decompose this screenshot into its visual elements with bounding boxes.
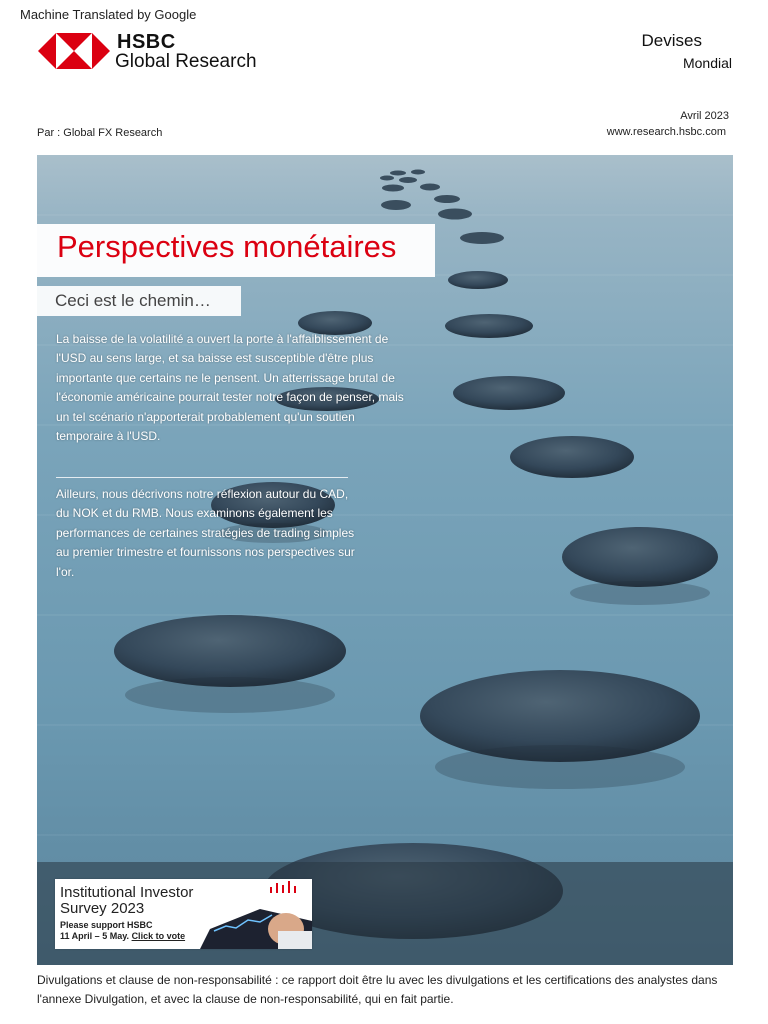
machine-translation-note: Machine Translated by Google <box>20 7 197 22</box>
report-category: Devises <box>641 31 702 50</box>
survey-title-line1: Institutional Investor <box>60 884 194 901</box>
survey-dates: 11 April – 5 May. <box>60 931 130 941</box>
survey-title-line2: Survey 2023 <box>60 900 145 917</box>
byline: Par : Global FX Research <box>37 127 163 139</box>
survey-support-text: Please support HSBC <box>60 920 153 930</box>
trading-chart-illustration <box>200 879 312 949</box>
brand-name: HSBC <box>117 31 176 53</box>
paragraph-divider <box>56 477 348 478</box>
survey-dates-line <box>60 931 185 941</box>
report-subtitle: Ceci est le chemin… <box>55 291 211 310</box>
disclaimer-text: Divulgations et clause de non-responsabilité : ce rapport doit être lu avec les divulgations et les certifications des analystes dans l'annexe Divulgation, et avec la clause de non-responsabilité, qui en fait partie. <box>37 973 718 1006</box>
hsbc-logo <box>38 33 110 69</box>
click-to-vote-link[interactable]: Click to vote <box>131 931 186 941</box>
summary-paragraph-1: La baisse de la volatilité a ouvert la porte à l'affaiblissement de l'USD au sens large, et sa baisse est susceptible d'être plus importante que certains ne le pensent. Un atterrissage brutal de l'économie américaine pourrait tester notre façon de penser, mais un tel scénario n'apporterait probablement qu'un soutien temporaire à l'USD. <box>56 332 404 444</box>
brand-division: Global Research <box>115 51 257 72</box>
report-title: Perspectives monétaires <box>57 229 397 264</box>
research-url-link[interactable]: www.research.hsbc.com <box>606 126 726 138</box>
report-region: Mondial <box>682 55 732 71</box>
survey-banner[interactable] <box>55 879 312 949</box>
report-date: Avril 2023 <box>680 110 729 122</box>
summary-paragraph-2: Ailleurs, nous décrivons notre réflexion autour du CAD, du NOK et du RMB. Nous examinons également les performances de certaines stratégies de trading simples au premier trimestre et fournissons nos perspectives sur l'or. <box>56 487 355 579</box>
